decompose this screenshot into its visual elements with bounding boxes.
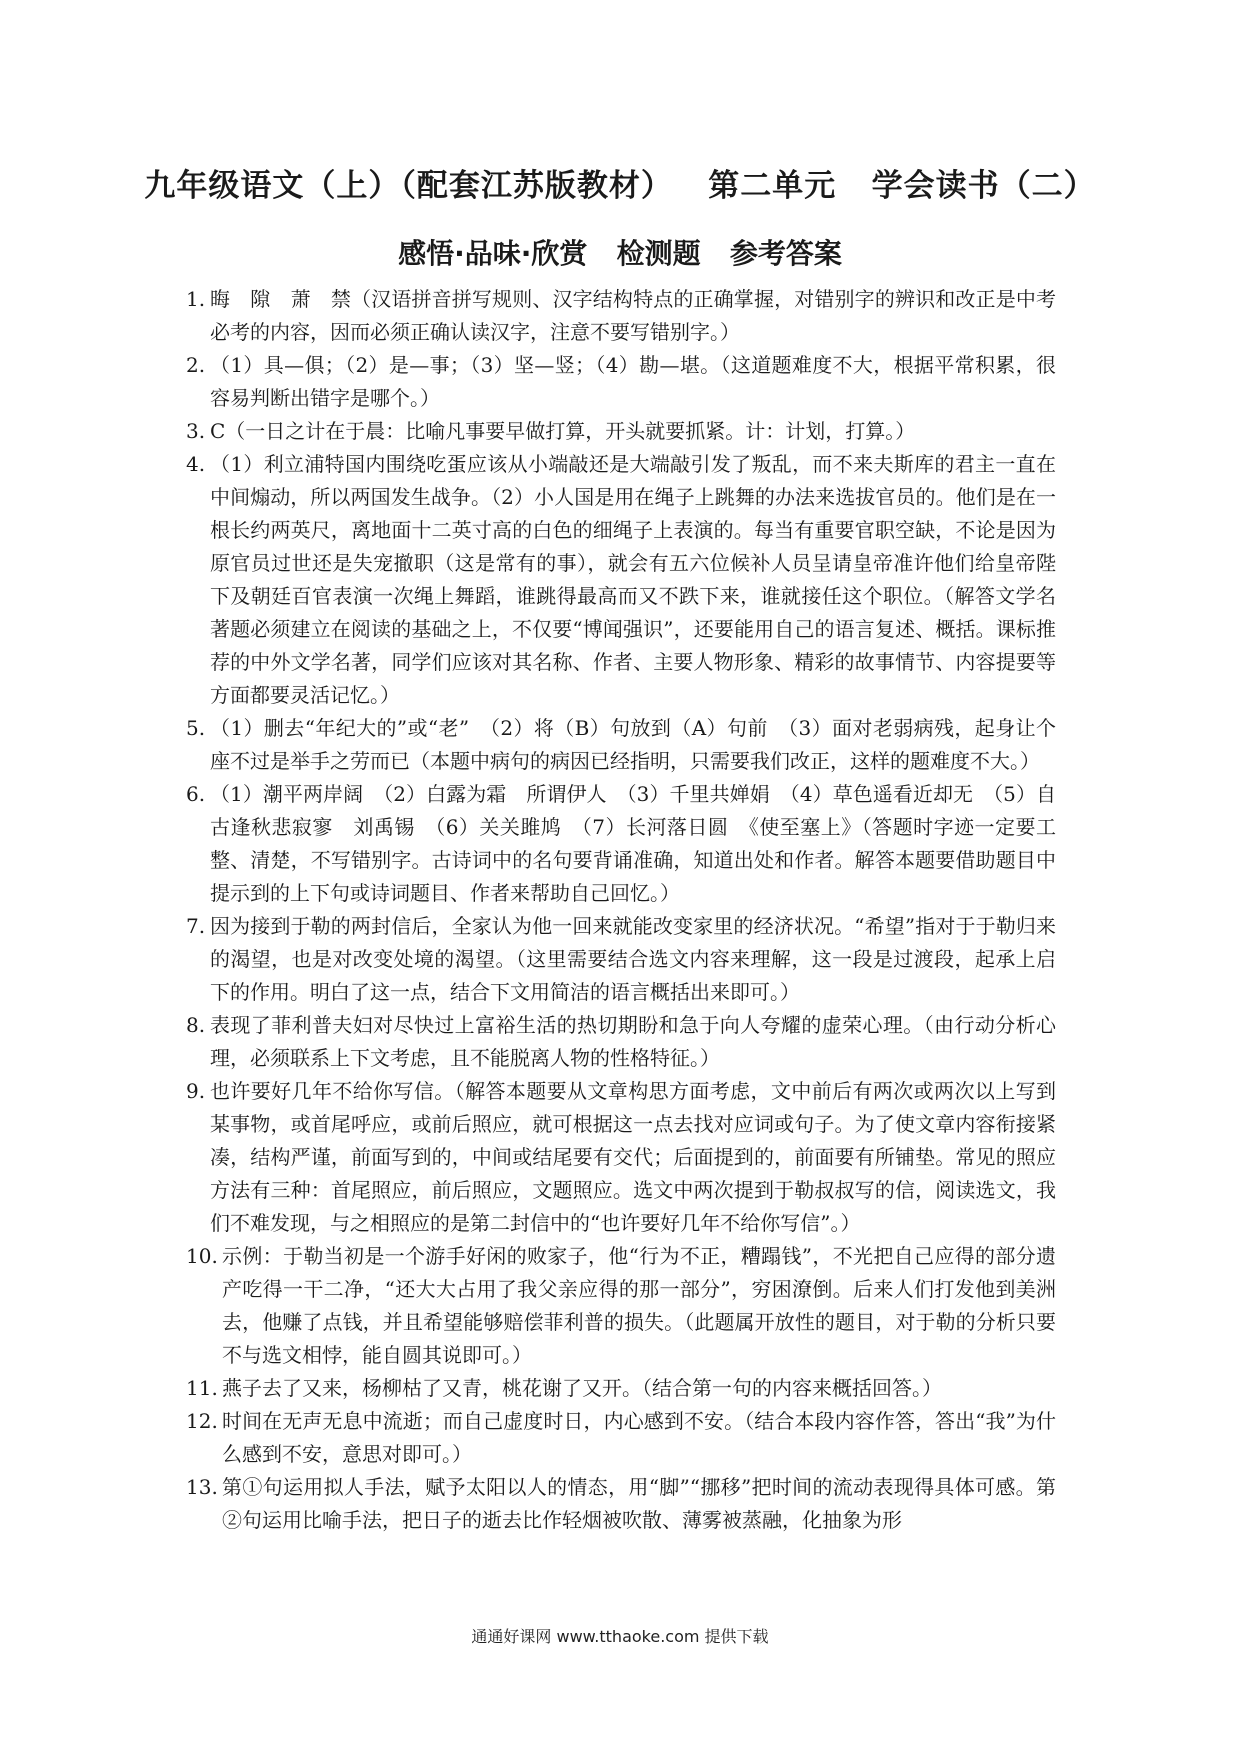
answer-number: 1. — [186, 287, 206, 311]
answer-item — [186, 1405, 1056, 1471]
page-title: 九年级语文（上）（配套江苏版教材） 第二单元 学会读书（二） — [144, 168, 1096, 204]
answer-item — [186, 1471, 1056, 1537]
answer-item — [186, 349, 1056, 415]
answer-number: 10. — [186, 1244, 218, 1268]
answer-number: 12. — [186, 1409, 218, 1433]
answer-item — [186, 1372, 1056, 1405]
answer-item — [186, 283, 1056, 349]
answer-item — [186, 1240, 1056, 1372]
answer-number: 11. — [186, 1376, 218, 1400]
answer-text: 第①句运用拟人手法，赋予太阳以人的情态，用“脚”“挪移”把时间的流动表现得具体可感。第②句运用比喻手法，把日子的逝去比作轻烟被吹散、薄雾被蒸融，化抽象为形 — [222, 1475, 1056, 1532]
answer-text: 也许要好几年不给你写信。（解答本题要从文章构思方面考虑，文中前后有两次或两次以上写到某事物，或首尾呼应，或前后照应，就可根据这一点去找对应词或句子。为了使文章内容衔接紧凑，结构严谨，前面写到的，中间或结尾要有交代；后面提到的，前面要有所铺垫。常见的照应方法有三种：首尾照应，前后照应，文题照应。选文中两次提到于勒叔叔写的信，阅读选文，我们不难发现，与之相照应的是第二封信中的“也许要好几年不给你写信”。） — [210, 1079, 1056, 1235]
answer-text: 晦 隙 萧 禁（汉语拼音拼写规则、汉字结构特点的正确掌握，对错别字的辨识和改正是中考必考的内容，因而必须正确认读汉字，注意不要写错别字。） — [210, 287, 1056, 344]
answer-number: 4. — [186, 452, 206, 476]
answer-item — [186, 1075, 1056, 1240]
answer-item — [186, 778, 1056, 910]
answer-item — [186, 1009, 1056, 1075]
answer-text: 时间在无声无息中流逝；而自己虚度时日，内心感到不安。（结合本段内容作答，答出“我”为什么感到不安，意思对即可。） — [222, 1409, 1056, 1466]
answer-text: 示例：于勒当初是一个游手好闲的败家子，他“行为不正，糟蹋钱”，不光把自己应得的部分遗产吃得一干二净，“还大大占用了我父亲应得的那一部分”，穷困潦倒。后来人们打发他到美洲去，他赚了点钱，并且希望能够赔偿菲利普的损失。（此题属开放性的题目，对于勒的分析只要不与选文相悖，能自圆其说即可。） — [222, 1244, 1056, 1367]
answer-number: 13. — [186, 1475, 218, 1499]
answer-text: （1）具—俱；（2）是—事；（3）坚—竖；（4）勘—堪。（这道题难度不大，根据平常积累，很容易判断出错字是哪个。） — [210, 353, 1056, 410]
answer-number: 5. — [186, 716, 206, 740]
answer-text: （1）删去“年纪大的”或“老” （2）将（B）句放到（A）句前 （3）面对老弱病残，起身让个座不过是举手之劳而已（本题中病句的病因已经指明，只需要我们改正，这样的题难度不大。） — [210, 716, 1056, 773]
answer-number: 3. — [186, 419, 206, 443]
answer-number: 8. — [186, 1013, 206, 1037]
answer-text: 表现了菲利普夫妇对尽快过上富裕生活的热切期盼和急于向人夸耀的虚荣心理。（由行动分析心理，必须联系上下文考虑，且不能脱离人物的性格特征。） — [210, 1013, 1056, 1070]
answer-text: （1）利立浦特国内围绕吃蛋应该从小端敲还是大端敲引发了叛乱，而不来夫斯库的君主一直在中间煽动，所以两国发生战争。（2）小人国是用在绳子上跳舞的办法来选拔官员的。他们是在一根长约两英尺，离地面十二英寸高的白色的细绳子上表演的。每当有重要官职空缺，不论是因为原官员过世还是失宠撤职（这是常有的事），就会有五六位候补人员呈请皇帝准许他们给皇帝陛下及朝廷百官表演一次绳上舞蹈，谁跳得最高而又不跌下来，谁就接任这个职位。（解答文学名著题必须建立在阅读的基础之上，不仅要“博闻强识”，还要能用自己的语言复述、概括。课标推荐的中外文学名著，同学们应该对其名称、作者、主要人物形象、精彩的故事情节、内容提要等方面都要灵活记忆。） — [210, 452, 1056, 707]
answer-number: 7. — [186, 914, 206, 938]
page-footer: 通通好课网 www.tthaoke.com 提供下载 — [471, 1627, 769, 1646]
answer-number: 6. — [186, 782, 206, 806]
answer-item — [186, 910, 1056, 1009]
answer-text: 因为接到于勒的两封信后，全家认为他一回来就能改变家里的经济状况。“希望”指对于于勒归来的渴望，也是对改变处境的渴望。（这里需要结合选文内容来理解，这一段是过渡段，起承上启下的作用。明白了这一点，结合下文用简洁的语言概括出来即可。） — [210, 914, 1056, 1004]
answer-number: 2. — [186, 353, 206, 377]
answer-number: 9. — [186, 1079, 206, 1103]
answer-list — [186, 283, 1056, 1537]
answer-item — [186, 712, 1056, 778]
answer-item — [186, 448, 1056, 712]
answer-text: C（一日之计在于晨：比喻凡事要早做打算，开头就要抓紧。计：计划，打算。） — [210, 419, 916, 443]
answer-text: （1）潮平两岸阔 （2）白露为霜 所谓伊人 （3）千里共婵娟 （4）草色遥看近却无 （5）自古逢秋悲寂寥 刘禹锡 （6）关关雎鸠 （7）长河落日圆 《使至塞上》（答题时字迹一定要工整、清楚，不写错别字。古诗词中的名句要背诵准确，知道出处和作者。解答本题要借助题目中提示到的上下句或诗词题目、作者来帮助自己回忆。） — [210, 782, 1056, 905]
page-subtitle: 感悟·品味·欣赏 检测题 参考答案 — [398, 237, 842, 270]
answer-text: 燕子去了又来，杨柳枯了又青，桃花谢了又开。（结合第一句的内容来概括回答。） — [222, 1376, 942, 1400]
answer-item — [186, 415, 1056, 448]
